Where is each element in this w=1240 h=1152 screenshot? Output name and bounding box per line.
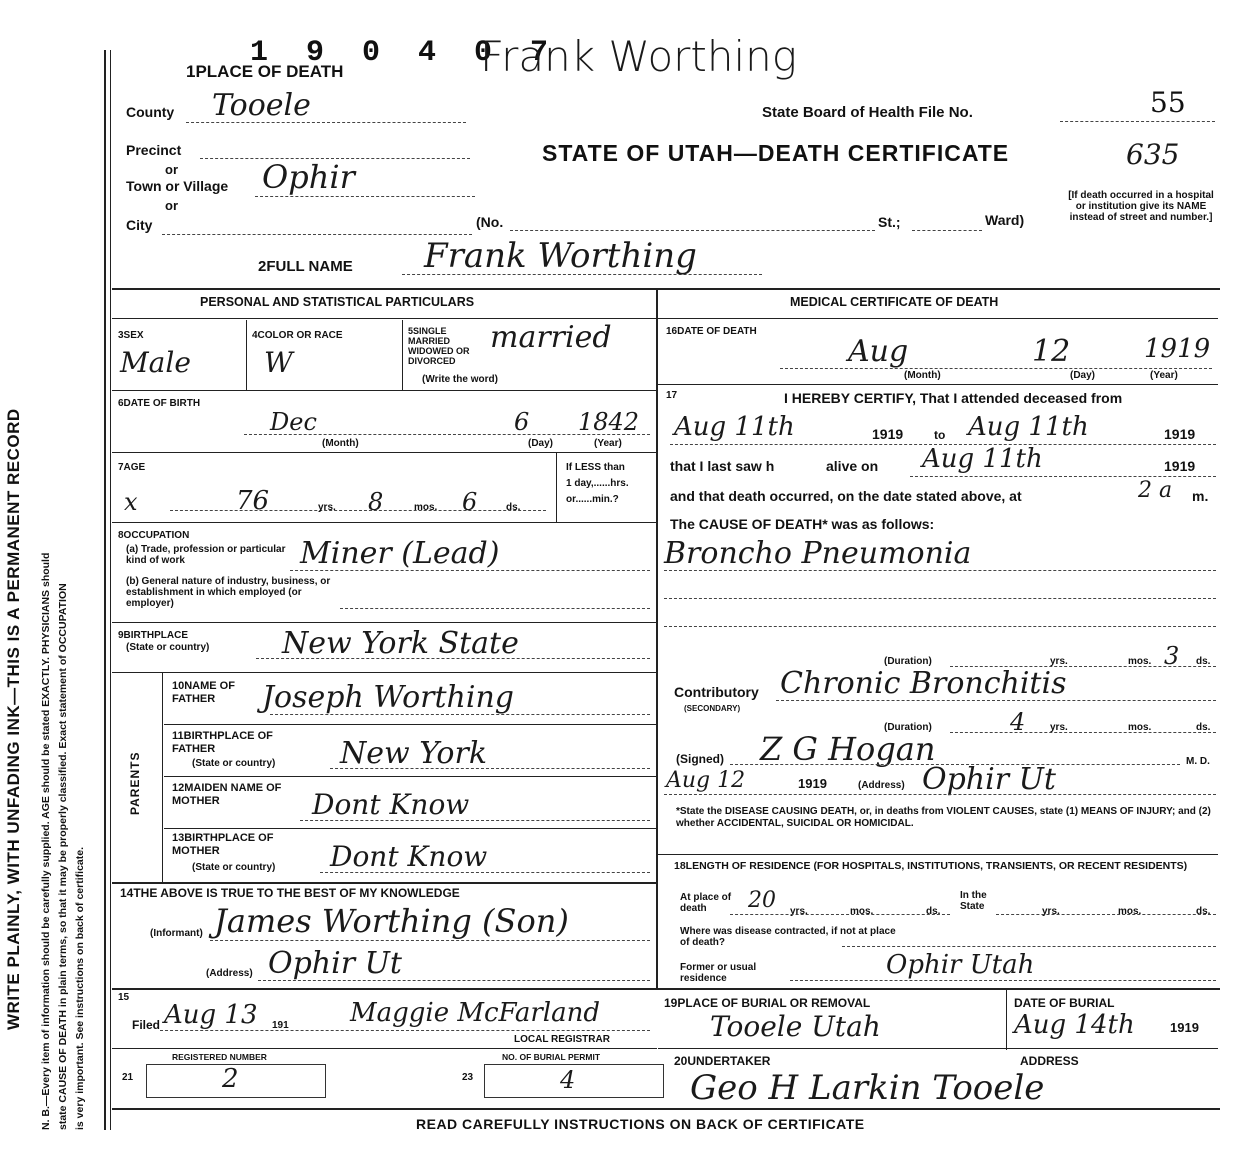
cause-line-3 [664, 626, 1216, 627]
registered-number-label: REGISTERED NUMBER [172, 1052, 267, 1062]
hospital-note: [If death occurred in a hospital or institution give its NAME instead of street and number.] [1068, 190, 1214, 223]
attended-year-a: 1919 [872, 426, 904, 442]
residence-state-yrs: yrs. [1042, 906, 1060, 917]
duration2-yrs: yrs. [1050, 722, 1068, 733]
signed-year: 1919 [798, 776, 827, 791]
street-label: St.; [878, 214, 901, 230]
row-line [658, 384, 1218, 385]
informant-address-line [258, 980, 650, 981]
footer-line [112, 1108, 1220, 1110]
duration-yrs: yrs. [1050, 656, 1068, 667]
personal-header: PERSONAL AND STATISTICAL PARTICULARS [200, 295, 475, 309]
cell-divider [556, 452, 557, 522]
residence-line [730, 914, 950, 915]
former-residence-label: Former or usual residence [680, 962, 757, 984]
age-days: 6 [462, 488, 478, 516]
marital-sub: (Write the word) [422, 374, 498, 385]
filed-number: 15 [118, 992, 130, 1003]
side-note-line3: is very important. See instructions on back of certificate. [74, 847, 86, 1130]
filed-year: 191 [272, 1020, 289, 1031]
contributory-line [776, 700, 1216, 701]
contributory-value: Chronic Bronchitis [780, 666, 1067, 701]
occupation-b: (b) General nature of industry, business, or establishment in which employed (or employer) [126, 576, 331, 609]
father-birthplace-line [330, 768, 650, 769]
row-line [112, 522, 657, 523]
undertaker-signature: Geo H Larkin Tooele [690, 1068, 1045, 1108]
disease-contracted-label: Where was disease contracted, if not at place of death? [680, 926, 896, 948]
undertaker-label: 20UNDERTAKER [674, 1054, 771, 1068]
row-line [112, 882, 657, 884]
death-day-label: (Day) [1070, 370, 1096, 381]
color-label: 4COLOR OR RACE [252, 330, 343, 341]
birth-year-label: (Year) [594, 438, 622, 449]
row-line [164, 828, 657, 829]
medical-header-line [658, 318, 1218, 319]
birthplace-value: New York State [282, 626, 519, 661]
last-saw-label: that I last saw h [670, 458, 775, 474]
duration2-label: (Duration) [884, 722, 932, 733]
town-value: Ophir [262, 158, 355, 196]
informant-label: 14THE ABOVE IS TRUE TO THE BEST OF MY KNOWLEDGE [120, 886, 460, 900]
cause-line-1 [664, 570, 1216, 571]
mother-birthplace-label: 13BIRTHPLACE OF MOTHER [172, 832, 274, 857]
burial-date-value: Aug 14th [1014, 1010, 1135, 1040]
certify-line1: I HEREBY CERTIFY, That I attended deceased from [784, 390, 1123, 406]
birth-day-label: (Day) [528, 438, 554, 449]
residence-ds: ds. [926, 906, 941, 917]
marital-label: 5SINGLE MARRIED WIDOWED OR DIVORCED [408, 326, 470, 366]
duration2-value: 4 [1010, 708, 1026, 736]
undertaker-address-label: ADDRESS [1020, 1054, 1079, 1068]
full-name-label: 2FULL NAME [258, 258, 353, 275]
death-day: 12 [1032, 334, 1071, 369]
residence-label: 18LENGTH OF RESIDENCE (FOR HOSPITALS, INSTITUTIONS, TRANSIENTS, OR RECENT RESIDENTS) [674, 860, 1188, 872]
last-seen-year: 1919 [1164, 458, 1196, 474]
handwritten-number: 635 [1126, 138, 1180, 171]
last-seen-line [910, 476, 1216, 477]
row-line [112, 452, 657, 453]
signed-address-label: (Address) [858, 780, 905, 791]
disease-contracted-line [842, 946, 1216, 947]
street-line [510, 230, 875, 231]
burial-place-value: Tooele Utah [710, 1010, 881, 1043]
row-line [112, 622, 657, 623]
burial-date-label: DATE OF BURIAL [1014, 996, 1115, 1010]
burial-permit-value: 4 [560, 1066, 576, 1094]
parents-label: PARENTS [128, 751, 142, 815]
mother-birthplace-value: Dont Know [330, 840, 488, 873]
birthplace-sub: (State or country) [126, 642, 210, 653]
file-number-line [1060, 121, 1215, 122]
informant-sub: (Informant) [150, 928, 203, 939]
burial-place-label: 19PLACE OF BURIAL OR REMOVAL [664, 996, 871, 1010]
burial-permit-num: 23 [462, 1072, 474, 1083]
death-time: 2 a [1138, 478, 1173, 503]
duration-mos: mos. [1128, 656, 1152, 667]
row-line [164, 776, 657, 777]
death-time-m: m. [1192, 488, 1209, 504]
former-residence-line [790, 980, 1216, 981]
duration-label: (Duration) [884, 656, 932, 667]
county-value: Tooele [212, 88, 311, 123]
age-line [170, 510, 546, 511]
age-label: 7AGE [118, 462, 146, 473]
occupation-line [290, 570, 650, 571]
duration-mos-value: 3 [1164, 642, 1180, 670]
registered-number-num: 21 [122, 1072, 134, 1083]
mother-name-value: Dont Know [312, 788, 470, 821]
row-line [164, 724, 657, 725]
informant-address-label: (Address) [206, 968, 253, 979]
file-number-label: State Board of Health File No. [762, 104, 973, 121]
age-less1: If LESS than [566, 462, 625, 473]
residence-state-line [996, 914, 1216, 915]
attended-year-b: 1919 [1164, 426, 1196, 442]
attended-from: Aug 11th [674, 412, 795, 442]
body-top-line [112, 288, 1220, 290]
or-1: or [165, 162, 178, 177]
town-label: Town or Village [126, 178, 229, 194]
city-line [162, 234, 472, 235]
sex-value: Male [120, 346, 191, 379]
birth-day: 6 [514, 408, 530, 436]
father-birthplace-sub: (State or country) [192, 758, 276, 769]
filed-line [160, 1030, 650, 1031]
death-month-label: (Month) [904, 370, 941, 381]
father-name-line [270, 714, 650, 715]
street-no-label: (No. [476, 214, 504, 230]
precinct-label: Precinct [126, 142, 182, 158]
or-2: or [165, 198, 178, 213]
row-line [658, 1048, 1218, 1049]
certify-number: 17 [666, 390, 678, 401]
age-months: 8 [368, 488, 384, 516]
father-birthplace-value: New York [340, 736, 487, 771]
death-year: 1919 [1144, 334, 1211, 364]
personal-header-line [112, 318, 657, 319]
residence-state: In the State [960, 890, 987, 912]
birthplace-label: 9BIRTHPLACE [118, 630, 189, 641]
ward-line [912, 230, 982, 231]
occupation-a: (a) Trade, profession or particular kind of work [126, 544, 286, 566]
father-name-label: 10NAME OF FATHER [172, 680, 235, 705]
cause-note: *State the DISEASE CAUSING DEATH, or, in deaths from VIOLENT CAUSES, state (1) MEANS OF INJURY; and (2) whether ACCIDENTAL, SUICIDAL OR HOMICIDAL. [676, 806, 1211, 829]
duration-ds: ds. [1196, 656, 1211, 667]
registered-number-value: 2 [222, 1064, 239, 1094]
birth-year: 1842 [578, 408, 640, 436]
contributory-label: Contributory [674, 684, 759, 700]
permanent-record-note: WRITE PLAINLY, WITH UNFADING INK—THIS IS A PERMANENT RECORD [4, 408, 23, 1030]
birth-label: 6DATE OF BIRTH [118, 398, 201, 409]
to-label: to [934, 428, 946, 442]
cell-divider [402, 320, 403, 390]
row-line [112, 672, 657, 673]
duration2-line [950, 732, 1216, 733]
residence-yrs: yrs. [790, 906, 808, 917]
row-line [112, 1048, 657, 1049]
birth-line [244, 434, 650, 435]
residence-years-value: 20 [748, 888, 776, 913]
residence-at-place: At place of death [680, 892, 732, 914]
signed-date: Aug 12 [666, 768, 746, 793]
cause-line-2 [664, 598, 1216, 599]
death-date-line [780, 368, 1212, 369]
birth-month: Dec [270, 408, 317, 436]
residence-mos: mos. [850, 906, 874, 917]
cell-divider [246, 320, 247, 390]
ward-label: Ward) [985, 212, 1025, 228]
parents-divider [162, 672, 163, 882]
city-label: City [126, 217, 153, 233]
town-line [255, 196, 475, 197]
father-birthplace-label: 11BIRTHPLACE OF FATHER [172, 730, 273, 755]
physician-signature: Z G Hogan [760, 730, 936, 768]
mother-name-label: 12MAIDEN NAME OF MOTHER [172, 782, 282, 807]
form-left-border [104, 50, 106, 1130]
mother-name-line [300, 820, 650, 821]
burial-divider [1006, 990, 1007, 1050]
row-line [112, 988, 1220, 990]
informant-line [210, 940, 650, 941]
form-left-border-inner [110, 50, 111, 1130]
death-date-label: 16DATE OF DEATH [666, 326, 757, 337]
attended-to: Aug 11th [968, 412, 1089, 442]
county-label: County [126, 104, 175, 120]
signed-address: Ophir Ut [922, 762, 1056, 797]
header-name-handwritten: Frank Worthing [480, 32, 798, 81]
occupation-value: Miner (Lead) [300, 536, 500, 571]
age-less2: 1 day,......hrs. [566, 478, 629, 489]
burial-permit-label: NO. OF BURIAL PERMIT [502, 1052, 601, 1062]
certificate-stamp-number: 1 9 0 4 0 7 [250, 36, 559, 70]
side-note-line1: N. B.—Every item of information should be carefully supplied. AGE should be stated EXACTLY. PHYSICIANS should [40, 552, 52, 1130]
footer-instructions: READ CAREFULLY INSTRUCTIONS ON BACK OF CERTIFICATE [416, 1116, 865, 1132]
row-line [658, 854, 1218, 855]
registrar-label: LOCAL REGISTRAR [514, 1034, 610, 1045]
signed-address-line [664, 794, 1216, 795]
age-less3: or......min.? [566, 494, 619, 505]
full-name-value: Frank Worthing [424, 236, 697, 276]
death-time-label: and that death occurred, on the date stated above, at [670, 488, 1022, 504]
filed-date: Aug 13 [164, 1000, 258, 1030]
row-line [112, 390, 657, 391]
informant-address: Ophir Ut [268, 946, 402, 981]
birthplace-line [256, 658, 650, 659]
md-label: M. D. [1186, 756, 1210, 767]
residence-state-mos: mos. [1118, 906, 1142, 917]
color-value: W [264, 346, 293, 379]
contributory-sub: (SECONDARY) [684, 704, 741, 713]
sex-label: 3SEX [118, 330, 144, 341]
former-residence-value: Ophir Utah [886, 950, 1035, 980]
informant-value: James Worthing (Son) [214, 902, 569, 940]
duration2-ds: ds. [1196, 722, 1211, 733]
death-month: Aug [848, 334, 909, 369]
place-of-death-label: 1PLACE OF DEATH [186, 62, 344, 81]
occupation-label: 8OCCUPATION [118, 530, 190, 541]
alive-on-label: alive on [826, 458, 879, 474]
age-yrs-label: yrs. [318, 502, 336, 513]
side-note-line2: state CAUSE OF DEATH in plain terms, so that it may be properly classified. Exact statement of OCCUPATION [57, 583, 69, 1130]
certificate-title: STATE OF UTAH—DEATH CERTIFICATE [542, 140, 1010, 166]
medical-header: MEDICAL CERTIFICATE OF DEATH [790, 295, 999, 309]
signed-label: (Signed) [676, 752, 724, 766]
cause-label: The CAUSE OF DEATH* was as follows: [670, 516, 935, 532]
birth-month-label: (Month) [322, 438, 359, 449]
age-years: 76 [236, 486, 270, 516]
file-number-value: 55 [1150, 86, 1186, 119]
occupation-line-b [340, 608, 650, 609]
registrar-signature: Maggie McFarland [350, 998, 600, 1028]
father-name-value: Joseph Worthing [262, 680, 514, 715]
mother-birthplace-sub: (State or country) [192, 862, 276, 873]
age-mark: x [124, 488, 138, 516]
duration2-mos: mos. [1128, 722, 1152, 733]
residence-state-ds: ds. [1196, 906, 1211, 917]
cause-value: Broncho Pneumonia [664, 536, 972, 571]
last-seen-date: Aug 11th [922, 444, 1043, 474]
age-mos-label: mos. [414, 502, 438, 513]
filed-label: Filed [132, 1018, 161, 1032]
marital-value: married [490, 320, 612, 355]
death-year-label: (Year) [1150, 370, 1178, 381]
age-ds-label: ds. [506, 502, 521, 513]
burial-year: 1919 [1170, 1020, 1199, 1035]
mother-birthplace-line [320, 872, 650, 873]
